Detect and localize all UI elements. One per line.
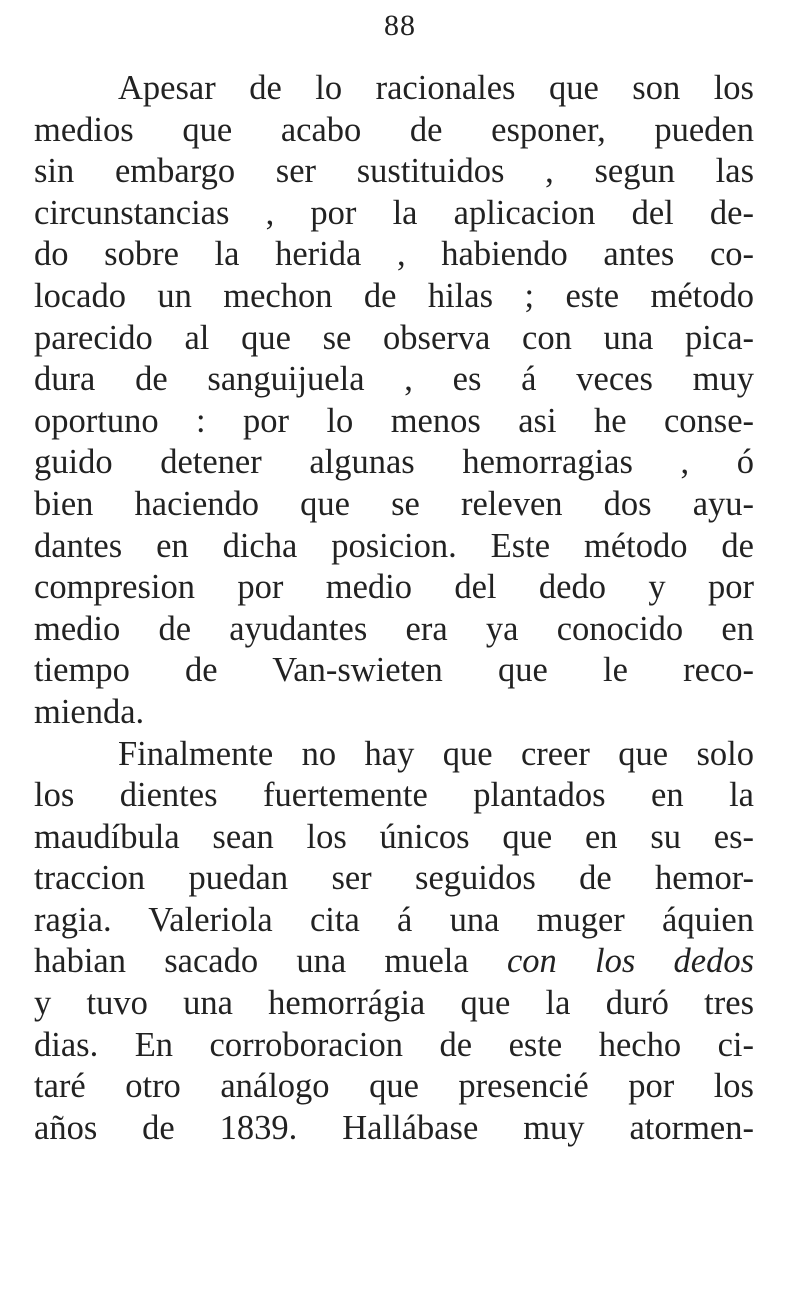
text-line: medios que acabo de esponer, pueden xyxy=(34,110,754,149)
text-line: circunstancias , por la aplicacion del de- xyxy=(34,193,754,232)
text-line: los dientes fuertemente plantados en la xyxy=(34,776,754,815)
text-line: dias. En corroboracion de este hecho ci- xyxy=(34,1025,754,1064)
text-line: dura de sanguijuela , es á veces muy xyxy=(34,360,754,399)
text-line: Apesar de lo racionales que son los xyxy=(118,69,754,107)
text-line: do sobre la herida , habiendo antes co- xyxy=(34,235,754,274)
text-line: y tuvo una hemorrágia que la duró tres xyxy=(34,984,754,1023)
text-line: Finalmente no hay que creer que solo xyxy=(118,734,754,773)
text-line: maudíbula sean los únicos que en su es- xyxy=(34,817,754,856)
text-segment: habian sacado una muela xyxy=(34,942,469,981)
text-line: sin embargo ser sustituidos , segun las xyxy=(34,152,754,191)
text-line: taré otro análogo que presencié por los xyxy=(34,1067,754,1106)
text-line: años de 1839. Hallábase muy atormen- xyxy=(34,1108,754,1147)
text-line: tiempo de Van-swieten que le reco- xyxy=(34,651,754,690)
text-line: bien haciendo que se releven dos ayu- xyxy=(34,484,754,523)
text-line: locado un mechon de hilas ; este método xyxy=(34,276,754,315)
text-line: medio de ayudantes era ya conocido en xyxy=(34,609,754,648)
text-line: mienda. xyxy=(34,692,145,731)
text-line: parecido al que se observa con una pica- xyxy=(34,318,754,357)
text-line: guido detener algunas hemorragias , ó xyxy=(34,443,754,482)
text-line: traccion puedan ser seguidos de hemor- xyxy=(34,859,754,898)
text-line: ragia. Valeriola cita á una muger áquien xyxy=(34,900,754,939)
text-line: oportuno : por lo menos asi he conse- xyxy=(34,401,754,440)
body-text xyxy=(34,68,754,1149)
text-line-mixed xyxy=(34,941,754,983)
text-line: compresion por medio del dedo y por xyxy=(34,568,754,607)
text-line: dantes en dicha posicion. Este método de xyxy=(34,526,754,565)
italic-text: con los dedos xyxy=(506,942,754,981)
page-number: 88 xyxy=(384,9,416,42)
